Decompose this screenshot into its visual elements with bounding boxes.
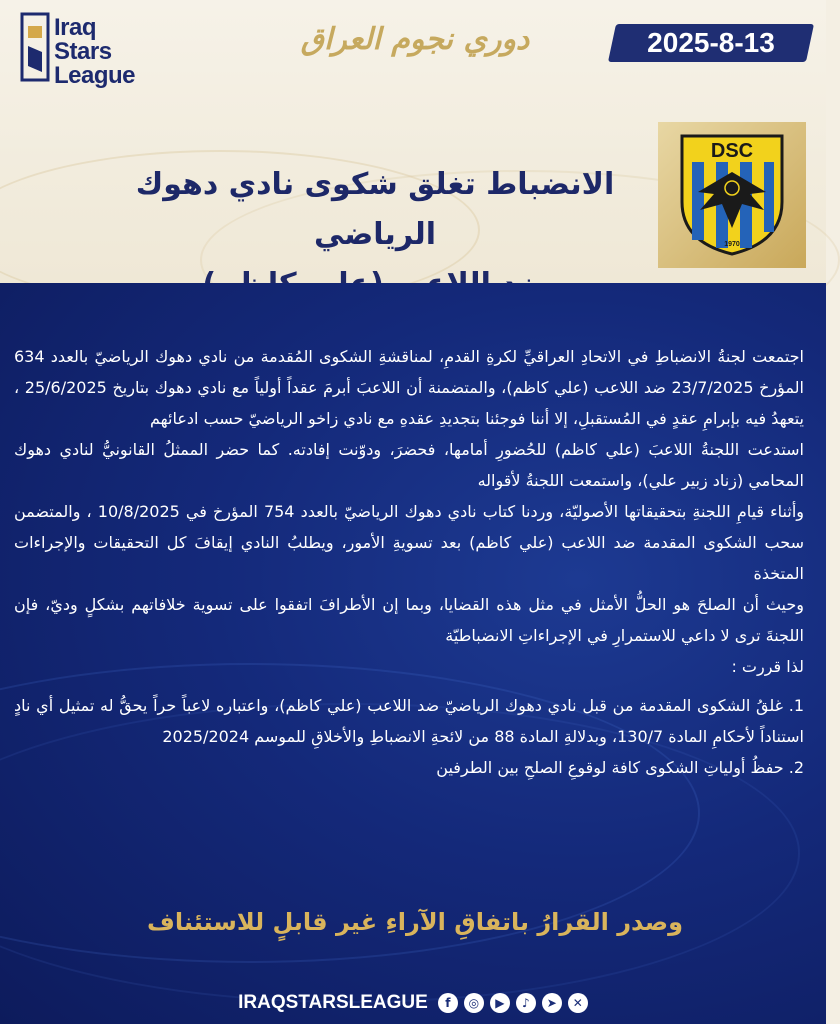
- header: [0, 0, 826, 283]
- post-date: 2025-8-13: [647, 27, 775, 58]
- paragraph-summons: استدعت اللجنةُ اللاعبَ (علي كاظم) للحُضورِ أمامها، فحضرَ، ودوّنت إفادته. كما حضر الممثلُ القانونيُّ لنادي دهوك المحامي (زناد زبير علي)، واستمعت اللجنةُ لأقواله: [14, 440, 804, 490]
- club-badge: [658, 122, 806, 268]
- x-icon[interactable]: ✕: [568, 993, 588, 1013]
- league-logo: [20, 12, 170, 92]
- crest-initials: DSC: [710, 140, 754, 162]
- decision-item: 1. غلقُ الشكوى المقدمة من قبل نادي دهوك الرياضيّ ضد اللاعب (علي كاظم)، واعتباره لاعباً حراً يحقُّ له تمثيل أي نادٍ استناداً لأحكامِ المادة 130/7، وبدلالةِ المادة 88 من لائحةِ الانضباطِ والأخلاقِ للموسم 2025/2024: [14, 696, 804, 746]
- statement-body: [14, 341, 804, 783]
- tiktok-icon[interactable]: ♪: [516, 993, 536, 1013]
- telegram-icon[interactable]: ➤: [542, 993, 562, 1013]
- league-name-arabic: دوري نجوم العراق: [300, 22, 530, 57]
- logo-line-3: League: [54, 62, 136, 89]
- logo-line-2: Stars: [54, 38, 112, 65]
- crest-year: 1970: [724, 241, 740, 248]
- league-logo-text: [54, 16, 174, 88]
- youtube-icon[interactable]: ▶: [490, 993, 510, 1013]
- paragraph-complaint: اجتمعت لجنةُ الانضباطِ في الاتحادِ العراقيِّ لكرةِ القدمِ، لمناقشةِ الشكوى المُقدمة من نادي دهوك الرياضيّ بالعدد 634 المؤرخ 23/7/2025 ضد اللاعب (علي كاظم)، والمتضمنة أن اللاعبَ أبرمَ عقداً أولياً مع نادي دهوك بتاريخ 25/6/2025 ، يتعهدُ فيه بإبرامِ عقدٍ في المُستقبلِ، إلا أننا فوجئنا بتجديدِ عقدهِ مع نادي زاخو الرياضيّ حسب ادعائهم: [14, 347, 805, 428]
- league-logo-mark-icon: [20, 12, 50, 82]
- social-handle[interactable]: IRAQSTARSLEAGUE: [238, 992, 428, 1013]
- footer: [0, 988, 826, 1018]
- facebook-icon[interactable]: f: [438, 993, 458, 1013]
- logo-line-1: Iraq: [54, 14, 97, 41]
- instagram-icon[interactable]: ◎: [464, 993, 484, 1013]
- duhok-club-crest-icon: [678, 132, 786, 258]
- decision-list: [14, 690, 804, 783]
- decision-item: 2. حفظُ أولياتِ الشكوى كافة لوقوعِ الصلحِ بين الطرفين: [436, 758, 804, 777]
- verdict-heading: لذا قررت :: [731, 657, 804, 676]
- paragraph-withdrawal: وأثناء قيامِ اللجنةِ بتحقيقاتها الأصوليّة، وردنا كتاب نادي دهوك الرياضيّ بالعدد 754 المؤرخ في 10/8/2025 ، والمتضمن سحب الشكوى المقدمة ضد اللاعب (علي كاظم) بعد تسويةِ الأمور، ويطلبُ النادي إيقافَ كل التحقيقات والإجراءات المتخذة: [14, 502, 805, 583]
- conclusion-statement: وصدر القرارُ باتفاقِ الآراءِ غير قابلٍ للاستئناف: [147, 908, 683, 936]
- title-line-1: الانضباط تغلق شكوى نادي دهوك الرياضي: [135, 167, 615, 252]
- content-panel: [0, 283, 826, 1024]
- paragraph-settlement: وحيث أن الصلحَ هو الحلُّ الأمثل في مثل هذه القضايا، وبما إن الأطرافَ اتفقوا على تسوية خلافاتهم بشكلٍ وديّ، فإن اللجنةَ ترى لا داعي للاستمرارِ في الإجراءاتِ الانضباطيّة: [14, 595, 804, 645]
